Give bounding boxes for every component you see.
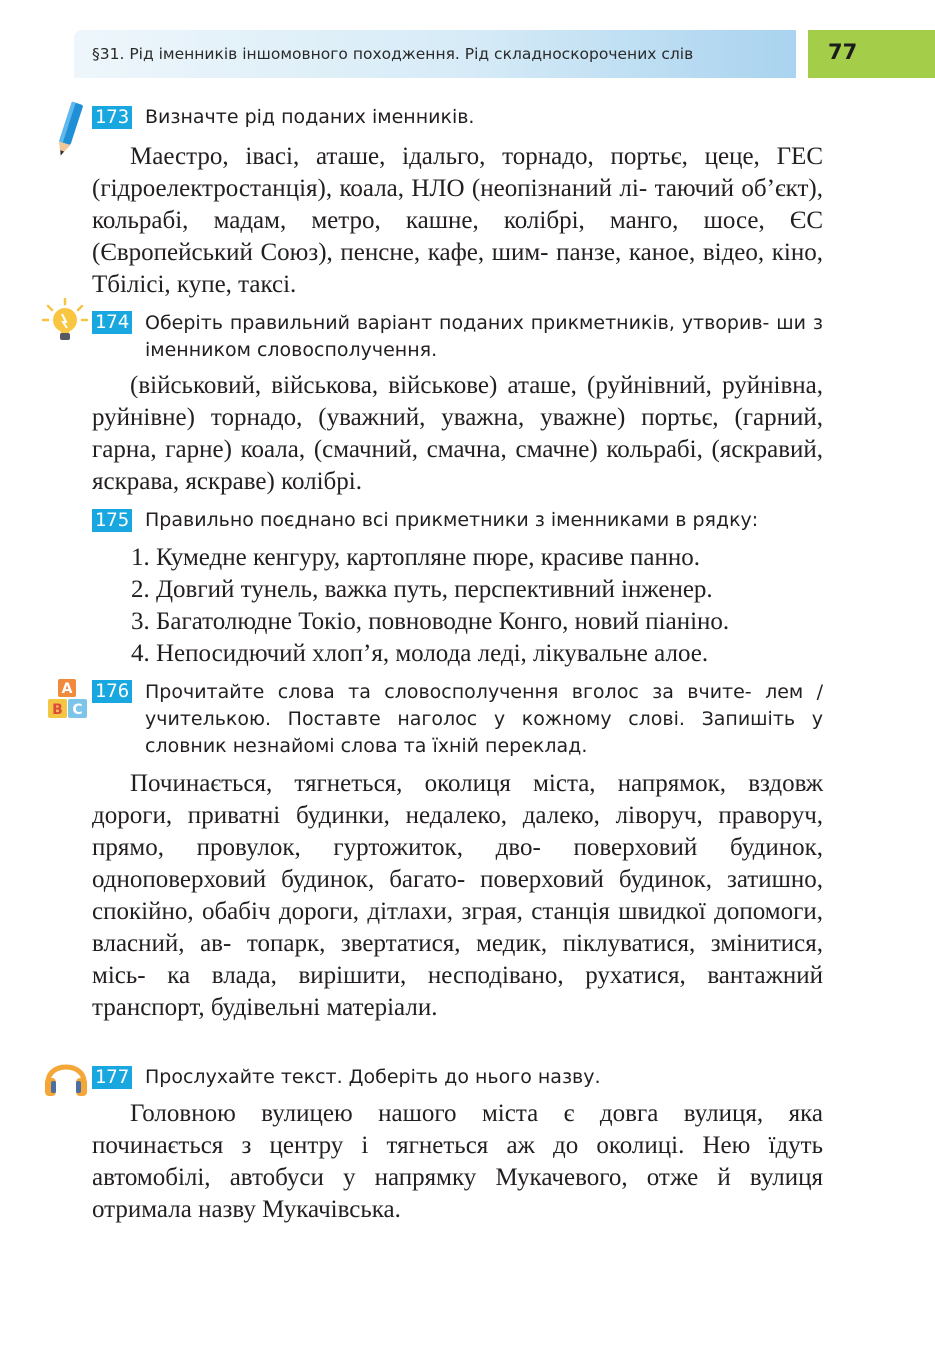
headphones-icon bbox=[42, 1052, 90, 1098]
answer-option: 3. Багатолюдне Токіо, повноводне Конго, новий піаніно. bbox=[131, 608, 730, 635]
exercise-instruction: Оберіть правильний варіант поданих прикметників, утворив- ши з іменником словосполучення. bbox=[145, 312, 823, 361]
answer-options bbox=[131, 542, 831, 670]
answer-option: 1. Кумедне кенгуру, картопляне пюре, красиве панно. bbox=[131, 544, 700, 571]
exercise-text: Починається, тягнеться, околиця міста, напрямок, вздовж дороги, приватні будинки, недалеко, далеко, ліворуч, праворуч, прямо, провулок, гуртожиток, дво- поверховий будинок, одноповерховий будинок, багато- поверховий будинок, затишно, спокійно, обабіч дороги, дітлахи, зграя, станція швидкої допомоги, власний, ав- топарк, звертатися, медик, піклуватися, змінитися, місь- ка влада, вирішити, несподівано, рухатися, вантажний транспорт, будівельні матеріали. bbox=[92, 770, 824, 1021]
exercise-number: 174 bbox=[92, 311, 132, 334]
block-letter-b: B bbox=[52, 702, 63, 718]
exercise-text: (військовий, військова, військове) аташе, (руйнівний, руйнівна, руйнівне) торнадо, (уважний, уважна, уважне) портьє, (гарний, гарна, гарне) коала, (смачний, смачна, смачне) кольрабі, (яскравий, яскрава, яскраве) колібрі. bbox=[92, 372, 824, 495]
pencil-icon bbox=[52, 100, 86, 160]
exercise-text: Маестро, івасі, аташе, ідальго, торнадо, портьє, цеце, ГЕС (гідроелектростанція), коала, НЛО (неопізнаний лі- таючий об’єкт), кольрабі, мадам, метро, кашне, колібрі, манго, шосе, ЄС (Європейський Союз), пенсне, кафе, шим- панзе, каное, відео, кіно, Тбілісі, купе, таксі. bbox=[92, 143, 824, 298]
exercise-instruction: Прочитайте слова та словосполучення вголос за вчите- лем / учителькою. Поставте наголос у кожному слові. Запишіть у словник незнайомі слова та їхній переклад. bbox=[145, 681, 824, 757]
exercise-instruction: Визначте рід поданих іменників. bbox=[145, 106, 475, 128]
abc-blocks-icon bbox=[46, 678, 90, 720]
answer-option: 2. Довгий тунель, важка путь, перспективний інженер. bbox=[131, 576, 713, 603]
exercise-number: 177 bbox=[92, 1066, 132, 1089]
exercise-instruction: Прослухайте текст. Доберіть до нього назву. bbox=[145, 1066, 601, 1088]
exercise-text: Головною вулицею нашого міста є довга вулиця, яка починається з центру і тягнеться аж до околиці. Нею їдуть автомобілі, автобуси у напрямку Мукачевого, отже й вулиця отримала назву Мукачівська. bbox=[92, 1100, 824, 1223]
section-title: §31. Рід іменників іншомовного походження. Рід складноскорочених слів bbox=[92, 45, 694, 63]
exercise-number: 176 bbox=[92, 680, 132, 703]
exercise-number: 175 bbox=[92, 509, 132, 532]
block-letter-a: A bbox=[61, 681, 73, 697]
answer-option: 4. Непосидючий хлоп’я, молода леді, лікувальне алое. bbox=[131, 640, 709, 667]
block-letter-c: C bbox=[72, 702, 83, 718]
exercise-instruction: Правильно поєднано всі прикметники з іменниками в рядку: bbox=[145, 509, 759, 531]
lightbulb-icon bbox=[42, 298, 88, 344]
page-number: 77 bbox=[828, 40, 858, 64]
exercise-number: 173 bbox=[92, 106, 132, 129]
